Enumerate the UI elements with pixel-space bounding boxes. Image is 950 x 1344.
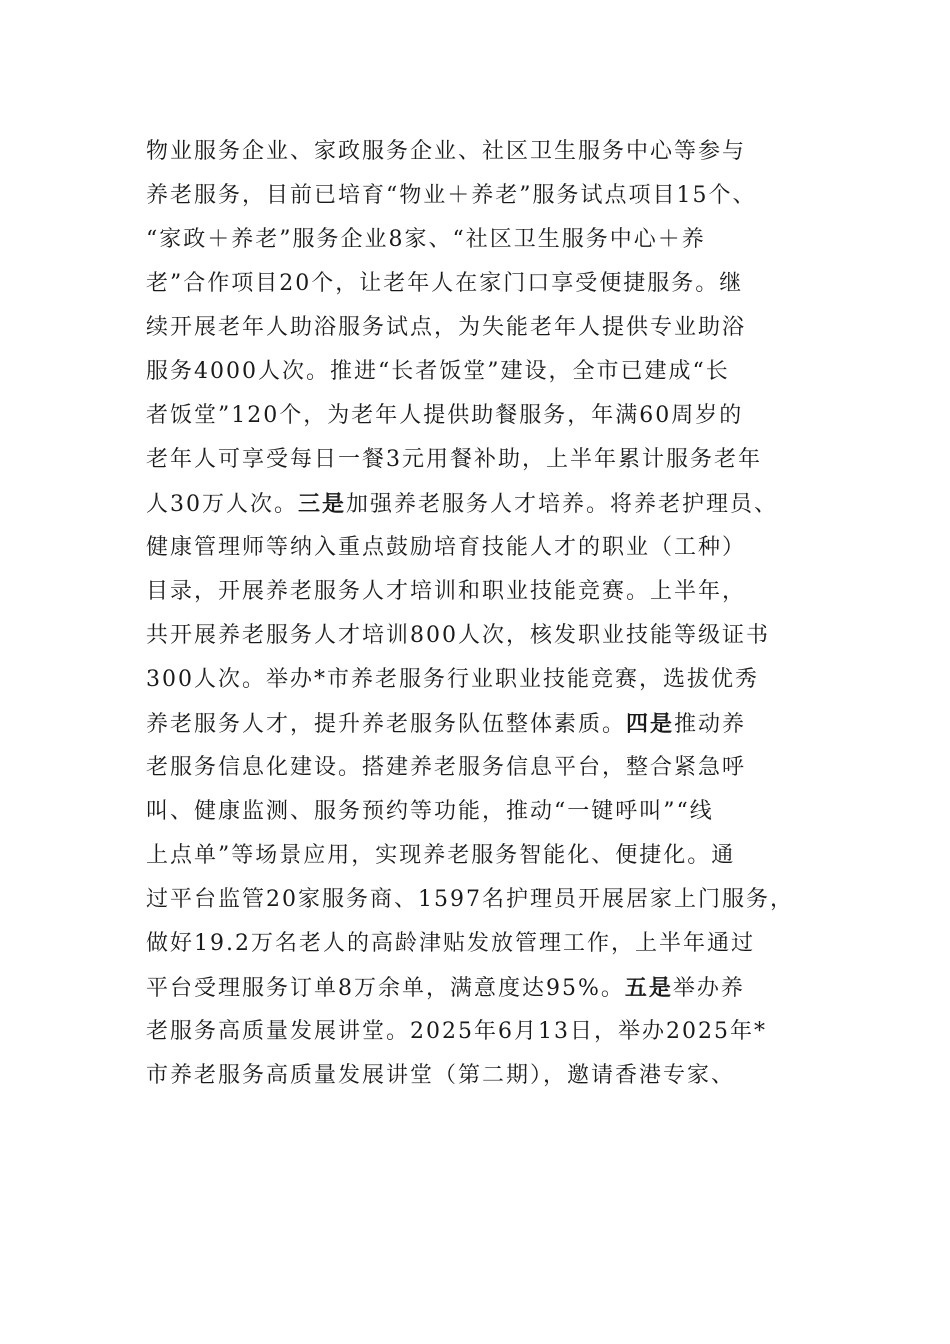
- text-line: [146, 702, 846, 746]
- text-segment: 养老服务，目前已培育“物业＋养老”服务试点项目15个、: [146, 183, 757, 208]
- text-segment: 老年人可享受每日一餐3元用餐补助，上半年累计服务老年: [146, 447, 762, 472]
- emphasis-text: 五是: [624, 975, 673, 1001]
- text-line: [146, 306, 846, 350]
- text-segment: 老服务信息化建设。搭建养老服务信息平台，整合紧急呼: [146, 755, 747, 780]
- text-line: [146, 262, 846, 306]
- text-line: [146, 746, 846, 790]
- emphasis-text: 四是: [626, 711, 675, 737]
- text-segment: 300人次。举办*市养老服务行业职业技能竞赛，选拔优秀: [146, 667, 759, 692]
- text-line: [146, 834, 846, 878]
- text-segment: 过平台监管20家服务商、1597名护理员开展居家上门服务，: [146, 887, 794, 912]
- text-line: [146, 174, 846, 218]
- text-line: [146, 1054, 846, 1098]
- text-segment: 人30万人次。: [146, 492, 298, 517]
- text-segment: 叫、健康监测、服务预约等功能，推动“一键呼叫”“线: [146, 799, 714, 824]
- text-line: [146, 130, 846, 174]
- text-line: [146, 570, 846, 614]
- text-segment: 健康管理师等纳入重点鼓励培育技能人才的职业（工种）: [146, 535, 747, 560]
- body-text: [146, 130, 846, 1098]
- text-segment: 加强养老服务人才培养。将养老护理员、: [346, 492, 779, 517]
- text-segment: “家政＋养老”服务企业8家、“社区卫生服务中心＋养: [146, 227, 706, 252]
- text-segment: 服务4000人次。推进“长者饭堂”建设，全市已建成“长: [146, 359, 730, 384]
- text-line: [146, 614, 846, 658]
- text-segment: 者饭堂”120个，为老年人提供助餐服务，年满60周岁的: [146, 403, 744, 428]
- emphasis-text: 三是: [298, 491, 347, 517]
- text-segment: 老服务高质量发展讲堂。2025年6月13日，举办2025年*: [146, 1019, 767, 1044]
- text-segment: 平台受理服务订单8万余单，满意度达95%。: [146, 976, 625, 1001]
- text-segment: 共开展养老服务人才培训800人次，核发职业技能等级证书: [146, 623, 770, 648]
- text-segment: 市养老服务高质量发展讲堂（第二期），邀请香港专家、: [146, 1063, 736, 1088]
- text-segment: 养老服务人才，提升养老服务队伍整体素质。: [146, 712, 627, 737]
- text-line: [146, 790, 846, 834]
- text-segment: 物业服务企业、家政服务企业、社区卫生服务中心等参与: [146, 139, 747, 164]
- text-line: [146, 218, 846, 262]
- text-line: [146, 922, 846, 966]
- text-line: [146, 482, 846, 526]
- text-line: [146, 878, 846, 922]
- text-line: [146, 658, 846, 702]
- text-segment: 上点单”等场景应用，实现养老服务智能化、便捷化。通: [146, 843, 736, 868]
- text-line: [146, 438, 846, 482]
- text-segment: 续开展老年人助浴服务试点，为失能老年人提供专业助浴: [146, 315, 747, 340]
- text-segment: 举办养: [672, 976, 745, 1001]
- text-segment: 目录，开展养老服务人才培训和职业技能竞赛。上半年，: [146, 579, 747, 604]
- text-segment: 老”合作项目20个，让老年人在家门口享受便捷服务。继: [146, 271, 744, 296]
- text-line: [146, 394, 846, 438]
- text-line: [146, 526, 846, 570]
- text-segment: 推动养: [674, 712, 747, 737]
- text-line: [146, 350, 846, 394]
- text-line: [146, 966, 846, 1010]
- text-segment: 做好19.2万名老人的高龄津贴发放管理工作，上半年通过: [146, 931, 755, 956]
- text-line: [146, 1010, 846, 1054]
